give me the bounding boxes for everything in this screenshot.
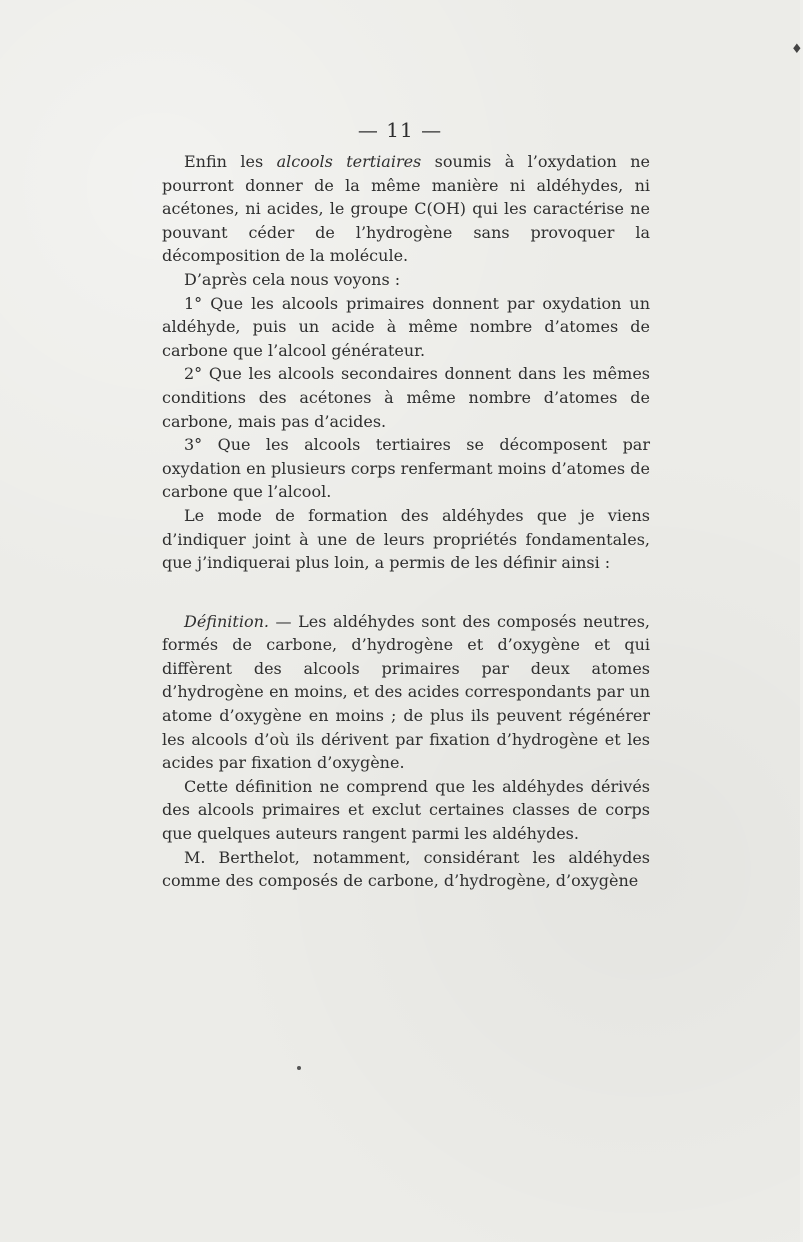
definition-label: Définition. [184, 611, 269, 631]
paragraph-9: M. Berthelot, notamment, considérant les aldéhydes comme des composés de carbone, d’hydrogène, d’oxygène [162, 847, 650, 891]
paragraph-1 [162, 150, 650, 268]
paragraph-1-emphasis: alcools tertiaires [276, 152, 422, 171]
paragraph-4: 2° Que les alcools secondaires donnent dans les mêmes conditions des acétones à même nombre d’atomes de carbone, mais pas d’acides. [162, 364, 650, 431]
paragraph-6: Le mode de formation des aldéhydes que je viens d’indiquer joint à une de leurs propriétés fondamentales, que j’indiquerai plus loin, a permis de les définir ainsi : [162, 505, 650, 573]
paragraph-7 [162, 610, 650, 775]
paragraph-5: 3° Que les alcools tertiaires se décomposent par oxydation en plusieurs corps renfermant moins d’atomes de carbone que l’alcool. [162, 435, 650, 502]
section-spacer [162, 575, 650, 610]
page-number: — 11 — [357, 118, 443, 142]
paragraph-3: 1° Que les alcools primaires donnent par oxydation un aldéhyde, puis un acide à même nombre d’atomes de carbone que l’alcool générateur. [162, 293, 650, 360]
paragraph-1-rest: soumis à l’oxydation ne pourront donner de la même manière ni aldéhydes, ni acétones, ni acides, le groupe C(OH) qui les caractérise ne pouvant céder de l’hydrogène sans provoquer la décomposition de la molécule. [162, 152, 651, 266]
ink-dot [297, 1066, 301, 1070]
paragraph-8: Cette définition ne comprend que les aldéhydes dérivés des alcools primaires et exclut certaines classes de corps que quelques auteurs rangent parmi les aldéhydes. [162, 776, 650, 844]
corner-mark: ♦ [791, 42, 803, 57]
paragraph-1-lead: Enfin les [184, 152, 277, 171]
paragraph-2: D’après cela nous voyons : [184, 269, 401, 289]
definition-text: — Les aldéhydes sont des composés neutres, formés de carbone, d’hydrogène et d’oxygène et qui diffèrent des alcools primaires par deux atomes d’hydrogène en moins, et des acides correspondants par un atome d’oxygène en moins ; de plus ils peuvent régénérer les alcools d’où ils dérivent par fixation d’hydrogène et les acides par fixation d’oxygène. [162, 611, 650, 773]
document-body [162, 150, 650, 893]
